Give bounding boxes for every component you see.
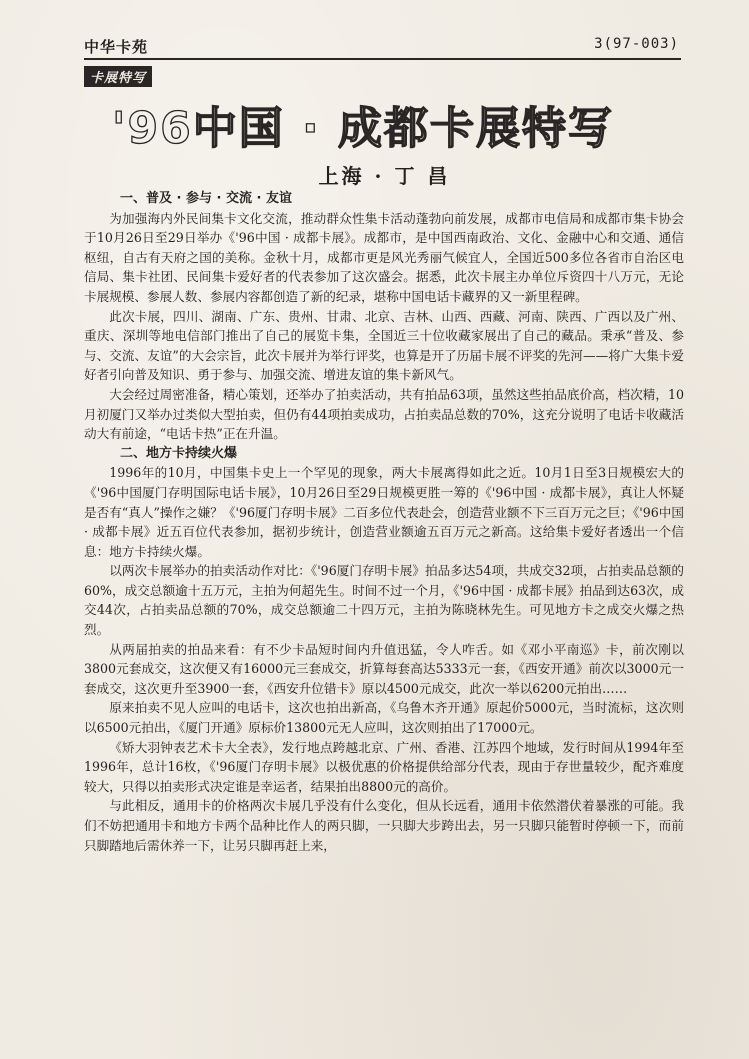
column-tag: 卡展特写 [84, 66, 152, 87]
paragraph: 大会经过周密准备，精心策划，还举办了拍卖活动，共有拍品63项，虽然这些拍品底价高，档次精，10月初厦门又举办过类似大型拍卖，但仍有44项拍卖成功，占拍卖品总数的70%，这充分说明了电话卡收藏活动大有前途，“电话卡热”正在升温。 [84, 386, 684, 442]
paragraph: 《矫大羽钟表艺术卡大全表》，发行地点跨越北京、广州、香港、江苏四个地域，发行时间从1994年至1996年，总计16枚，《'96厦门存明卡展》以极优惠的价格提供给部分代表，现由于存世量较少，配齐难度较大，只得以拍卖形式决定谁是幸运者，结果拍出8800元的高价。 [84, 739, 684, 794]
paragraph: 1996年的10月，中国集卡史上一个罕见的现象，两大卡展离得如此之近。10月1日至3日规模宏大的《'96中国厦门存明国际电话卡展》，10月26日至29日规模更胜一筹的《'96中国 · 成都卡展》，真让人怀疑是否有“真人”操作之嫌？《'96厦门存明卡展》二百多位代表赴会，创造营业额不下三百万元之巨；《'96中国 · 成都卡展》近五百位代表参加，据初步统计，创造营业额逾五百万元之新高。这给集卡爱好者透出一个信息：地方卡持续火爆。 [84, 465, 684, 559]
paragraph: 为加强海内外民间集卡文化交流，推动群众性集卡活动蓬勃向前发展，成都市电信局和成都市集卡协会于10月26日至29日举办《'96中国 · 成都卡展》。成都市，是中国西南政治、文化、金融中心和交通、通信枢纽，自古有天府之国的美称。金秋十月，成都市更是风光秀丽气候宜人，全国近500多位各省市自治区电信局、集卡社团、民间集卡爱好者的代表参加了这次盛会。据悉，此次卡展主办单位斥资四十八万元，无论卡展规模、参展人数、参展内容都创造了新的纪录，堪称中国电话卡藏界的又一新里程碑。 [84, 210, 684, 304]
paragraph: 原来拍卖不见人应叫的电话卡，这次也拍出新高，《乌鲁木齐开通》原起价5000元，当时流标，这次则以6500元拍出，《厦门开通》原标价13800元无人应叫，这次则拍出了17000元。 [84, 700, 684, 736]
section-heading-1: 一、普及 · 参与 · 交流 · 友谊 [120, 191, 292, 206]
page-footer-margin [0, 999, 749, 1059]
header-rule [84, 58, 681, 60]
paragraph: 与此相反，通用卡的价格两次卡展几乎没有什么变化，但从长远看，通用卡依然潜伏着暴涨的可能。我们不妨把通用卡和地方卡两个品种比作人的两只脚，一只脚大步跨出去，另一只脚只能暂时停顿一下，而前只脚踏地后需休养一下，让另只脚再赶上来， [84, 798, 684, 853]
page-header [84, 36, 679, 56]
article-title: '96中国 · 成都卡展特写 [112, 103, 615, 154]
paragraph: 此次卡展，四川、湖南、广东、贵州、甘肃、北京、吉林、山西、西藏、河南、陕西、广西以及广州、重庆、深圳等地电信部门推出了自己的展览卡集，全国近三十位收藏家展出了自己的藏品。秉承“普及、参与、交流、友谊”的大会宗旨，此次卡展并为举行评奖，也算是开了历届卡展不评奖的先河——将广大集卡爱好者引向普及知识、勇于参与、加强交流、增进友谊的集卡新风气。 [84, 308, 684, 383]
paragraph: 以两次卡展举办的拍卖活动作对比：《'96厦门存明卡展》拍品多达54项，共成交32项，占拍卖品总额的60%，成交总额逾十五万元，主拍为何超先生。时间不过一个月，《'96中国 · 成都卡展》拍品到达63次，成交44次，占拍卖品总额的70%，成交总额逾二十四万元，主拍为陈晓林先生。可见地方卡之成交火爆之热烈。 [84, 563, 684, 638]
paragraph: 从两届拍卖的拍品来看：有不少卡品短时间内升值迅猛，令人咋舌。如《邓小平南巡》卡，前次刚以3800元套成交，这次便又有16000元三套成交，折算每套高达5333元一套，《西安开通》前次以3000元一套成交，这次更升至3900一套，《西安升位错卡》原以4500元成交，此次一举以6200元拍出…… [84, 641, 684, 696]
section-heading-2: 二、地方卡持续火爆 [120, 445, 238, 461]
article-author: 上海 · 丁 昌 [318, 164, 451, 188]
journal-name: 中华卡苑 [84, 38, 149, 56]
article-body [84, 189, 684, 855]
issue-number: 3(97-003) [594, 36, 679, 52]
